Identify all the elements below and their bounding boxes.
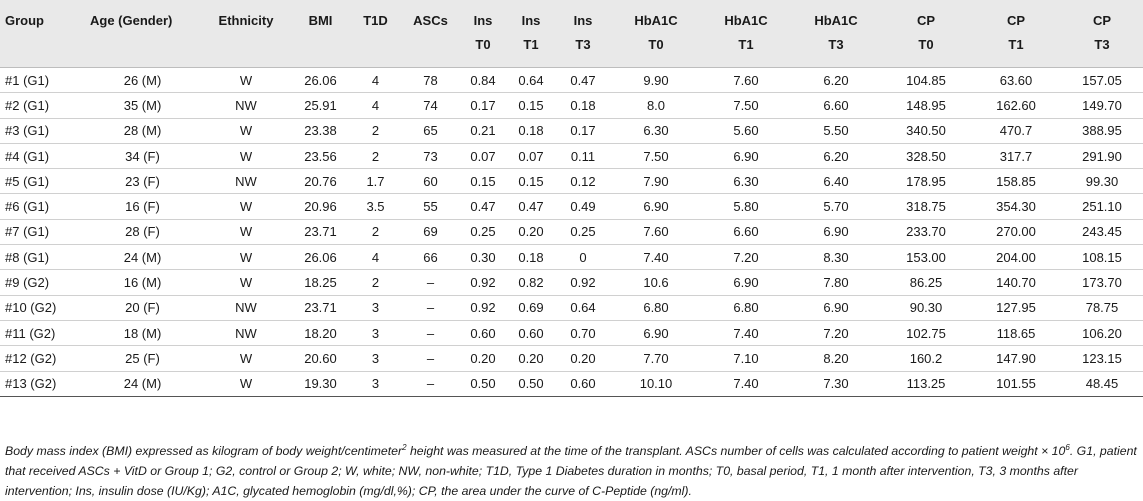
table-cell: 26.06 [292,68,349,93]
table-cell: 0.47 [555,68,611,93]
table-cell: 233.70 [881,219,971,244]
table-cell: 0.92 [459,270,507,295]
column-header-label: Ethnicity [218,13,274,28]
table-cell: W [200,371,292,396]
table-cell: 5.80 [701,194,791,219]
table-cell: W [200,346,292,371]
table-cell: 24 (M) [85,245,200,270]
table-cell: 6.90 [611,320,701,345]
table-cell: 78.75 [1061,295,1143,320]
table-cell: 6.60 [701,219,791,244]
table-cell: 6.60 [791,93,881,118]
table-cell: #13 (G2) [0,371,85,396]
table-cell: 60 [402,169,459,194]
caption-superscript-2: 6 [1065,442,1070,452]
column-header [402,0,459,68]
column-header-label: HbA1C [724,13,768,28]
table-row [0,93,1143,118]
column-header-timepoint: T1 [738,37,754,52]
table-cell: 0.18 [507,118,555,143]
table-cell: 8.20 [791,346,881,371]
table-cell: 78 [402,68,459,93]
table-cell: #3 (G1) [0,118,85,143]
column-header [0,0,85,68]
table-cell: 25 (F) [85,346,200,371]
column-header [459,0,507,68]
column-header-label: CP [1092,13,1112,28]
table-cell: 0.20 [459,346,507,371]
table-cell: – [402,346,459,371]
table-cell: 10.10 [611,371,701,396]
table-cell: 3 [349,320,402,345]
table-cell: 3 [349,371,402,396]
table-cell: 19.30 [292,371,349,396]
table-cell: 251.10 [1061,194,1143,219]
table-cell: 28 (M) [85,118,200,143]
table-row [0,169,1143,194]
table-cell: 18.25 [292,270,349,295]
table-cell: 6.90 [791,295,881,320]
column-header-label: Ins [573,13,593,28]
table-cell: 0.47 [459,194,507,219]
table-cell: 123.15 [1061,346,1143,371]
table-cell: 291.90 [1061,143,1143,168]
caption-text-1: Body mass index (BMI) expressed as kilogram of body weight/centimeter [5,444,403,458]
column-header-label: HbA1C [634,13,678,28]
table-cell: 8.30 [791,245,881,270]
table-cell: 7.40 [701,371,791,396]
table-cell: 148.95 [881,93,971,118]
table-cell: #2 (G1) [0,93,85,118]
table-row [0,194,1143,219]
table-cell: 5.50 [791,118,881,143]
table-cell: 23.56 [292,143,349,168]
table-cell: 147.90 [971,346,1061,371]
table-cell: 0.12 [555,169,611,194]
table-cell: #12 (G2) [0,346,85,371]
column-header [292,0,349,68]
table-cell: 0.20 [507,219,555,244]
column-header-timepoint: T0 [918,37,934,52]
table-cell: 0.84 [459,68,507,93]
column-header [555,0,611,68]
table-cell: 3.5 [349,194,402,219]
table-cell: 113.25 [881,371,971,396]
table-cell: 23.38 [292,118,349,143]
table-cell: NW [200,295,292,320]
table-cell: – [402,371,459,396]
table-cell: 6.90 [611,194,701,219]
column-header-label: CP [916,13,936,28]
table-cell: 0.60 [507,320,555,345]
table-cell: 0.50 [507,371,555,396]
table-cell: 0.49 [555,194,611,219]
column-header-label: CP [1006,13,1026,28]
table-cell: 10.6 [611,270,701,295]
table-cell: 0.07 [507,143,555,168]
table-cell: 20.96 [292,194,349,219]
table-cell: 153.00 [881,245,971,270]
table-cell: 20.76 [292,169,349,194]
table-cell: 106.20 [1061,320,1143,345]
table-cell: 6.20 [791,68,881,93]
table-cell: #6 (G1) [0,194,85,219]
column-header-label: BMI [308,13,333,28]
column-header [791,0,881,68]
table-cell: W [200,245,292,270]
table-row [0,346,1143,371]
table-row [0,295,1143,320]
column-header-label: T1D [363,13,388,28]
table-row [0,219,1143,244]
table-cell: 55 [402,194,459,219]
table-cell: 35 (M) [85,93,200,118]
table-cell: 7.80 [791,270,881,295]
table-cell: 99.30 [1061,169,1143,194]
table-cell: 0.92 [555,270,611,295]
table-cell: 18.20 [292,320,349,345]
table-cell: 20.60 [292,346,349,371]
table-cell: – [402,295,459,320]
column-header-label: Ins [521,13,541,28]
column-header [1061,0,1143,68]
table-cell: 2 [349,219,402,244]
table-cell: 118.65 [971,320,1061,345]
table-cell: 2 [349,143,402,168]
table-cell: 0.70 [555,320,611,345]
table-cell: 7.50 [701,93,791,118]
table-cell: 101.55 [971,371,1061,396]
table-cell: 18 (M) [85,320,200,345]
table-cell: 9.90 [611,68,701,93]
table-cell: 3 [349,295,402,320]
column-header-timepoint: T0 [648,37,664,52]
table-cell: 354.30 [971,194,1061,219]
table-cell: 6.80 [701,295,791,320]
table-cell: 7.20 [791,320,881,345]
table-cell: 0.15 [507,169,555,194]
column-header [971,0,1061,68]
table-cell: 66 [402,245,459,270]
table-cell: 127.95 [971,295,1061,320]
table-cell: 0.18 [507,245,555,270]
column-header-label: ASCs [413,13,448,28]
table-cell: NW [200,93,292,118]
table-row [0,245,1143,270]
table-cell: 5.70 [791,194,881,219]
table-cell: 317.7 [971,143,1061,168]
table-cell: 104.85 [881,68,971,93]
table-cell: #9 (G2) [0,270,85,295]
table-row [0,320,1143,345]
table-cell: 6.40 [791,169,881,194]
table-cell: #8 (G1) [0,245,85,270]
table-cell: 0.15 [507,93,555,118]
table-cell: W [200,68,292,93]
table-cell: 86.25 [881,270,971,295]
table-cell: 4 [349,93,402,118]
table-cell: 69 [402,219,459,244]
table-cell: 6.90 [791,219,881,244]
table-cell: 1.7 [349,169,402,194]
table-cell: 108.15 [1061,245,1143,270]
table-cell: 0.25 [459,219,507,244]
column-header-label: Ins [473,13,493,28]
column-header-timepoint: T3 [1094,37,1110,52]
table-cell: 0.20 [555,346,611,371]
column-header-timepoint: T3 [828,37,844,52]
table-cell: 23 (F) [85,169,200,194]
table-cell: 204.00 [971,245,1061,270]
table-cell: 7.40 [701,320,791,345]
table-cell: 24 (M) [85,371,200,396]
column-header-timepoint: T0 [475,37,491,52]
table-cell: 2 [349,270,402,295]
table-cell: 7.90 [611,169,701,194]
table-cell: 388.95 [1061,118,1143,143]
table-cell: 158.85 [971,169,1061,194]
table-cell: – [402,270,459,295]
column-header-timepoint: T1 [523,37,539,52]
column-header-timepoint: T3 [575,37,591,52]
table-cell: 102.75 [881,320,971,345]
table-cell: 90.30 [881,295,971,320]
table-cell: 270.00 [971,219,1061,244]
table-cell: 6.20 [791,143,881,168]
table-cell: 0.17 [459,93,507,118]
table-cell: #4 (G1) [0,143,85,168]
table-cell: 162.60 [971,93,1061,118]
table-cell: W [200,143,292,168]
table-cell: 160.2 [881,346,971,371]
table-cell: 0.20 [507,346,555,371]
table-cell: 34 (F) [85,143,200,168]
header-row [0,0,1143,68]
table-cell: 4 [349,68,402,93]
table-cell: 149.70 [1061,93,1143,118]
table-cell: 0.69 [507,295,555,320]
table-cell: W [200,270,292,295]
table-cell: 73 [402,143,459,168]
table-cell: #7 (G1) [0,219,85,244]
table-row [0,371,1143,396]
table-cell: 0.21 [459,118,507,143]
table-cell: #10 (G2) [0,295,85,320]
table-cell: 2 [349,118,402,143]
caption-superscript-1: 2 [402,442,407,452]
table-cell: 140.70 [971,270,1061,295]
table-cell: W [200,194,292,219]
table-cell: 26.06 [292,245,349,270]
table-cell: 318.75 [881,194,971,219]
column-header-label: HbA1C [814,13,858,28]
table-body [0,68,1143,397]
table-row [0,143,1143,168]
table-cell: 243.45 [1061,219,1143,244]
table-cell: 16 (F) [85,194,200,219]
table-cell: 0.11 [555,143,611,168]
table-cell: 7.10 [701,346,791,371]
column-header-label: Group [5,13,44,28]
table-cell: 0.47 [507,194,555,219]
table-cell: 7.20 [701,245,791,270]
table-cell: #5 (G1) [0,169,85,194]
table-cell: 25.91 [292,93,349,118]
column-header [611,0,701,68]
table-cell: 157.05 [1061,68,1143,93]
caption-text-2: height was measured at the time of the transplant. ASCs number of cells was calculated according to patient weight × 10 [406,444,1066,458]
table-cell: 6.90 [701,143,791,168]
table-row [0,118,1143,143]
table-cell: 6.80 [611,295,701,320]
table-row [0,68,1143,93]
caption-text-3: . G1, patient that received ASCs + VitD or Group 1; G2, control or Group 2; W, white; NW, non-white; T1D, Type 1 Diabetes duration in months; T0, basal period, T1, 1 month after intervention, T3, 3 months after intervention; Ins, insulin dose (IU/Kg); A1C, glycated hemoglobin (mg/dl,%); CP, the area under the curve of C-Peptide (ng/ml). [5,444,1137,498]
table-cell: 173.70 [1061,270,1143,295]
table-cell: 48.45 [1061,371,1143,396]
table-cell: 65 [402,118,459,143]
table-cell: NW [200,320,292,345]
table-cell: 6.30 [701,169,791,194]
table-cell: 7.50 [611,143,701,168]
table-cell: 5.60 [701,118,791,143]
table-cell: 7.40 [611,245,701,270]
table-cell: NW [200,169,292,194]
table-cell: 0.18 [555,93,611,118]
table-cell: 0.25 [555,219,611,244]
table-cell: 7.60 [701,68,791,93]
table-cell: 0 [555,245,611,270]
table-cell: 0.17 [555,118,611,143]
column-header [881,0,971,68]
table-cell: 0.50 [459,371,507,396]
table-cell: 74 [402,93,459,118]
table-cell: 6.90 [701,270,791,295]
table-cell: 0.60 [555,371,611,396]
table-cell: 4 [349,245,402,270]
column-header [507,0,555,68]
table-cell: 328.50 [881,143,971,168]
table-cell: 28 (F) [85,219,200,244]
table-caption [5,441,1140,501]
table-cell: 6.30 [611,118,701,143]
table-cell: #11 (G2) [0,320,85,345]
column-header [701,0,791,68]
table-cell: 23.71 [292,295,349,320]
table-cell: 20 (F) [85,295,200,320]
column-header [200,0,292,68]
table-cell: 0.30 [459,245,507,270]
table-cell: W [200,118,292,143]
table-cell: 7.70 [611,346,701,371]
table-cell: – [402,320,459,345]
table-header [0,0,1143,68]
table-cell: 3 [349,346,402,371]
column-header-timepoint: T1 [1008,37,1024,52]
column-header [349,0,402,68]
table-cell: 0.15 [459,169,507,194]
table-cell: 7.30 [791,371,881,396]
table-cell: 8.0 [611,93,701,118]
table-row [0,270,1143,295]
table-cell: 0.64 [555,295,611,320]
table-cell: 0.60 [459,320,507,345]
table-cell: 16 (M) [85,270,200,295]
table-cell: 7.60 [611,219,701,244]
table-cell: 63.60 [971,68,1061,93]
column-header-label: Age (Gender) [90,13,173,28]
table-cell: 0.82 [507,270,555,295]
table-cell: 340.50 [881,118,971,143]
table-cell: 0.64 [507,68,555,93]
table-cell: 0.92 [459,295,507,320]
table-cell: W [200,219,292,244]
column-header [85,0,200,68]
table-cell: 178.95 [881,169,971,194]
table-cell: 26 (M) [85,68,200,93]
table-cell: #1 (G1) [0,68,85,93]
table-cell: 0.07 [459,143,507,168]
table-cell: 23.71 [292,219,349,244]
table-cell: 470.7 [971,118,1061,143]
